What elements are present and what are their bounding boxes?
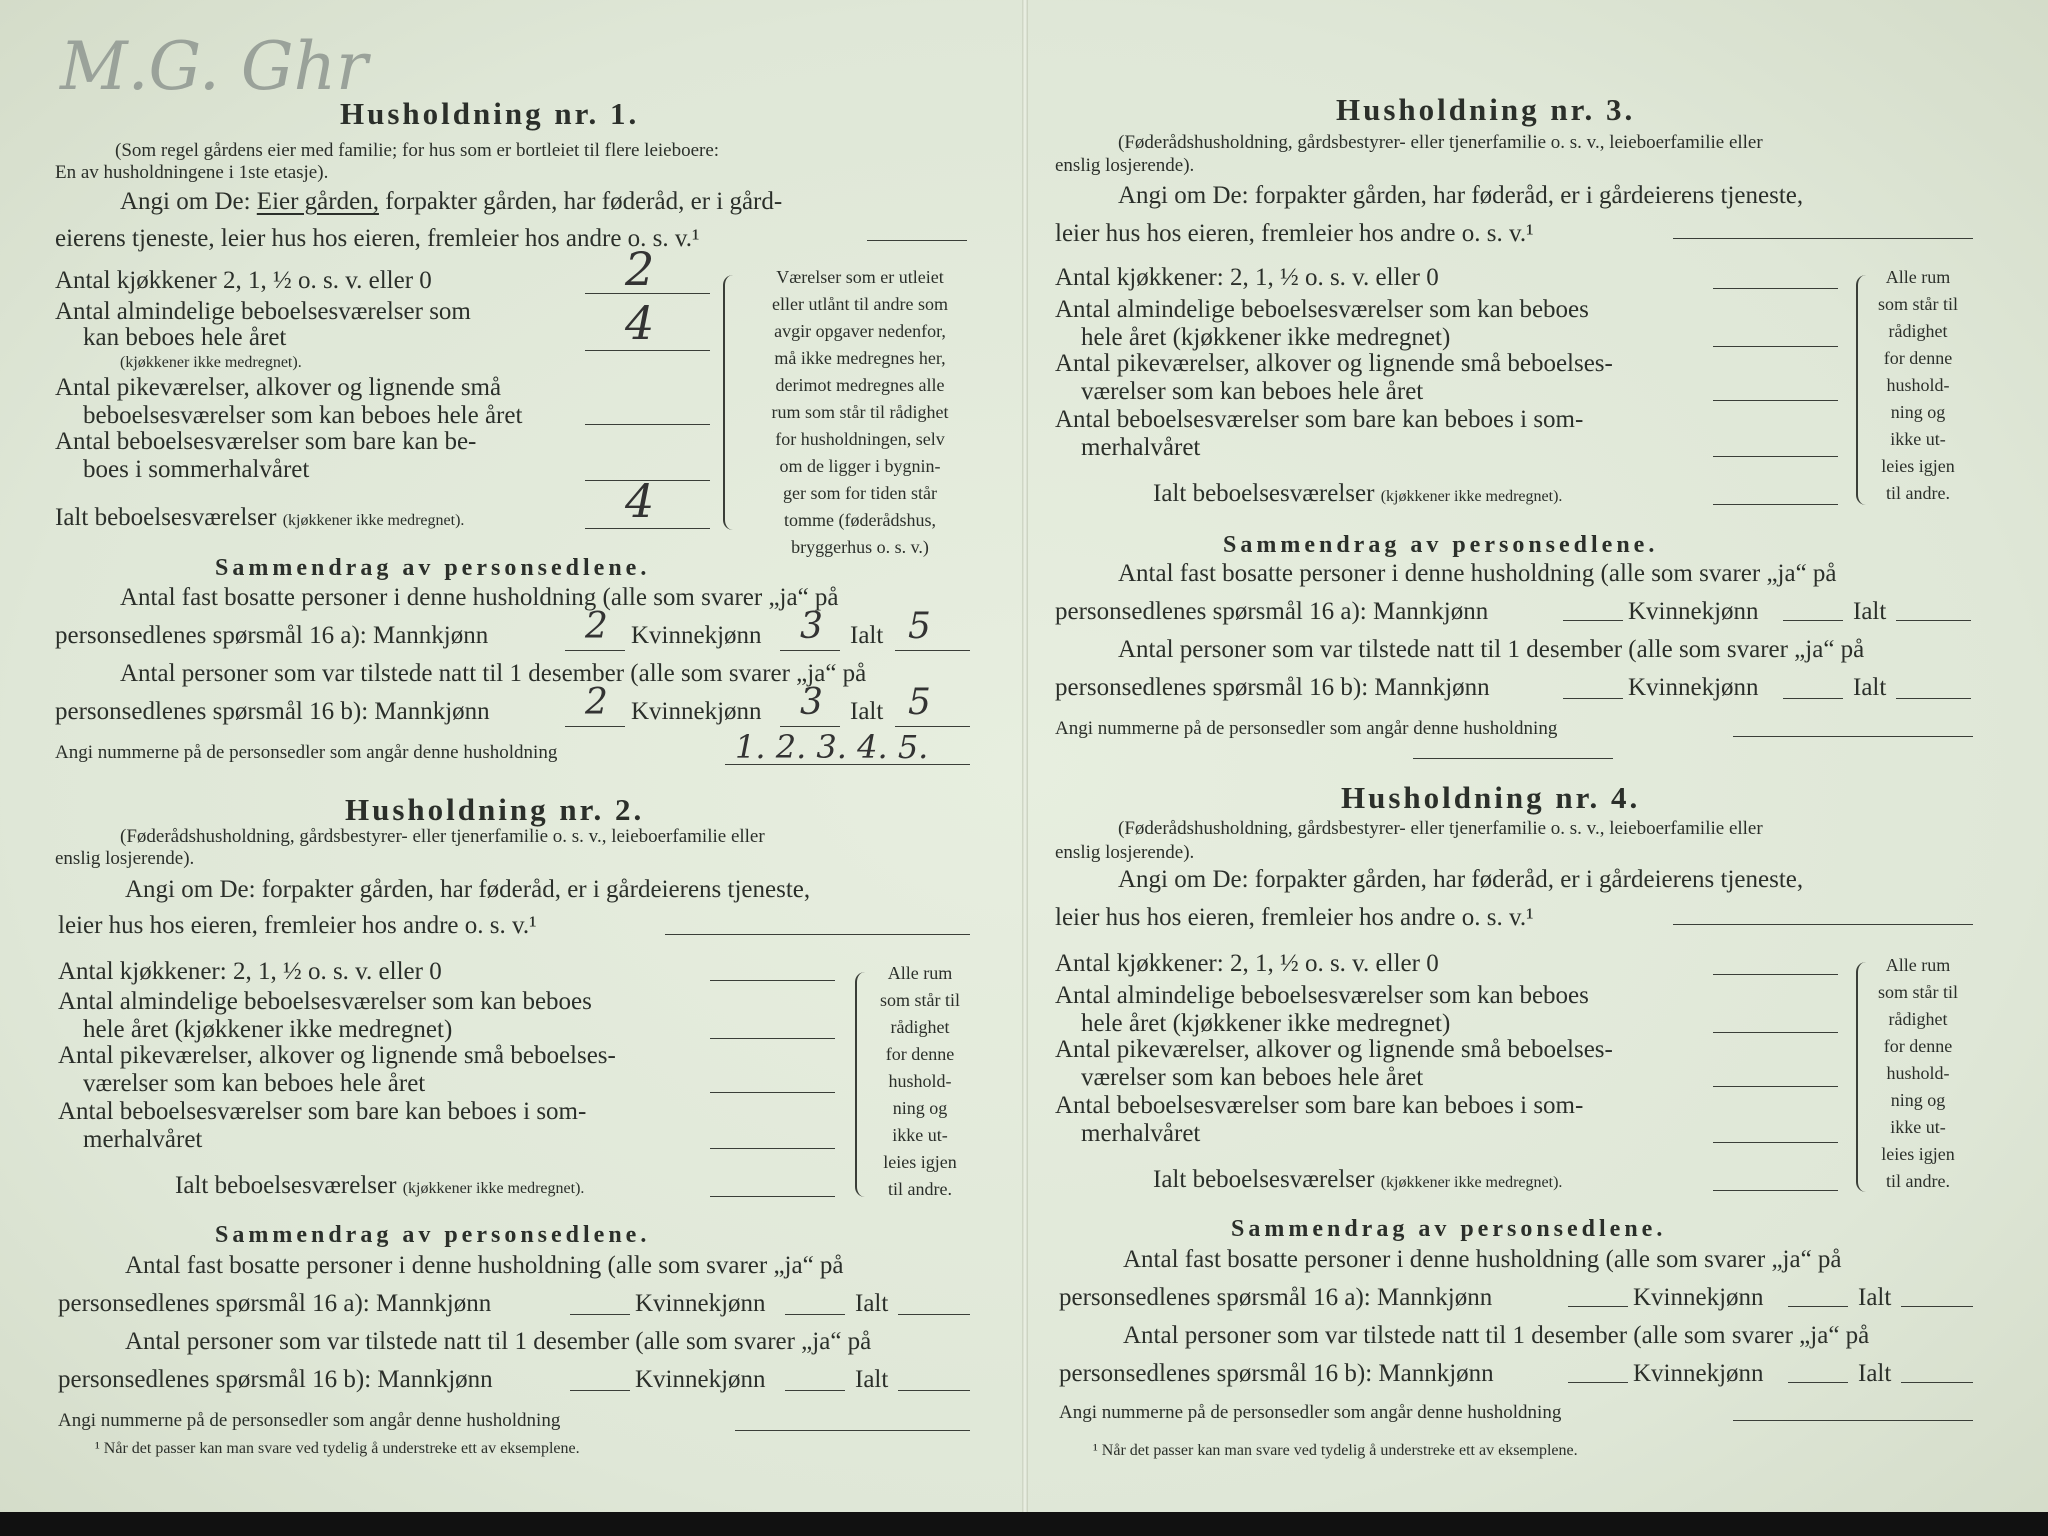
fast-mann-line	[565, 650, 625, 651]
alm-label-2: kan beboes hele året	[83, 324, 287, 351]
angi-rest-2: leier hus hos eieren, fremleier hos andre o. s. v.¹	[58, 912, 537, 939]
alm-note: (kjøkkener ikke medregnet).	[120, 354, 302, 371]
fast-label: Antal fast bosatte personer i denne husholdning (alle som svarer „ja“ på	[1118, 560, 1837, 587]
household-3-subtitle: (Føderådshusholdning, gårdsbestyrer- eller tjenerfamilie o. s. v., leieboerfamilie eller	[1118, 132, 1763, 153]
sommer-label: Antal beboelsesværelser som bare kan be-	[55, 428, 477, 455]
household-2-title: Husholdning nr. 2.	[345, 792, 645, 827]
ialt-label: Ialt beboelsesværelser	[1153, 1166, 1375, 1193]
fast-kvinne-label: Kvinnekjønn	[631, 622, 762, 649]
kjokkener-line	[1713, 288, 1838, 289]
sommer-label-2: boes i sommerhalvåret	[83, 456, 310, 483]
household-4-angi	[1118, 866, 1803, 894]
fast-mann-label: personsedlenes spørsmål 16 a): Mannkjønn	[1055, 598, 1489, 625]
tilstede-ialt-line	[898, 1390, 970, 1391]
alm-label: Antal almindelige beboelsesværelser som kan beboes	[1055, 982, 1589, 1009]
alm-label-2: hele året (kjøkkener ikke medregnet)	[1081, 1010, 1451, 1037]
household-3-angi	[1118, 182, 1803, 210]
fast-kvinne-label: Kvinnekjønn	[1633, 1284, 1764, 1311]
household-4-subtitle: (Føderådshusholdning, gårdsbestyrer- eller tjenerfamilie o. s. v., leieboerfamilie eller	[1118, 818, 1763, 839]
tilstede-kvinne-line	[1783, 698, 1843, 699]
household-3-subtitle-2: enslig losjerende).	[1055, 155, 1195, 176]
fast-ialt-label: Ialt	[1853, 598, 1887, 625]
kjokkener-line	[1713, 974, 1838, 975]
angi-rest-2: eierens tjeneste, leier hus hos eieren, fremleier hos andre o. s. v.¹	[55, 225, 700, 252]
ialt-row	[55, 504, 464, 532]
fast-ialt-line	[895, 650, 970, 651]
nummerne-label: Angi nummerne på de personsedler som angår denne husholdning	[55, 742, 558, 763]
alm-line	[1713, 346, 1838, 347]
tilstede-mann-label: personsedlenes spørsmål 16 b): Mannkjønn	[55, 698, 490, 725]
angi-label: Angi om De:	[1118, 866, 1249, 893]
answer-line	[1673, 924, 1973, 925]
nummerne-label: Angi nummerne på de personsedler som angår denne husholdning	[58, 1410, 561, 1431]
tilstede-mann-line	[565, 726, 625, 727]
fast-ialt-value: 5	[908, 606, 931, 647]
fast-mann-label: personsedlenes spørsmål 16 a): Mannkjønn	[55, 622, 489, 649]
ialt-row	[175, 1172, 584, 1200]
tilstede-ialt-line	[1896, 698, 1971, 699]
ialt-note: (kjøkkener ikke medregnet).	[1380, 488, 1563, 505]
fast-row	[55, 622, 488, 650]
household-4-subtitle-2: enslig losjerende).	[1055, 842, 1195, 863]
eier-underlined: Eier gården,	[256, 188, 379, 215]
rooms-note: Alle rum som står til rådighet for denne hushold- ning og ikke ut- leies igjen til andre.	[1878, 955, 1958, 1191]
fast-ialt-line	[1896, 620, 1971, 621]
tilstede-ialt-label: Ialt	[850, 698, 884, 725]
angi-rest: forpakter gården, har føderåd, er i gårdeierens tjeneste,	[1254, 866, 1804, 893]
tilstede-mann-line	[1568, 1382, 1628, 1383]
pike-label: Antal pikeværelser, alkover og lignende små	[55, 374, 502, 401]
tilstede-mann-value: 2	[585, 682, 608, 723]
fast-kvinne-line	[1783, 620, 1843, 621]
fast-label: Antal fast bosatte personer i denne husholdning (alle som svarer „ja“ på	[1123, 1246, 1842, 1273]
ialt-line	[1713, 504, 1838, 505]
sommer-label: Antal beboelsesværelser som bare kan beboes i som-	[1055, 1092, 1584, 1119]
angi-rest-2: leier hus hos eieren, fremleier hos andre o. s. v.¹	[1055, 220, 1534, 247]
fast-mann-line	[1563, 620, 1623, 621]
alm-line	[585, 350, 710, 351]
pike-line	[1713, 400, 1838, 401]
tilstede-ialt-line	[1901, 1382, 1973, 1383]
answer-line	[867, 240, 967, 241]
tilstede-ialt-label: Ialt	[1853, 674, 1887, 701]
rooms-note: Værelser som er utleiet eller utlånt til andre som avgir opgaver nedenfor, må ikke medregnes her, derimot medregnes alle rum som står til rådighet for husholdningen, selv om de ligger i bygnin- ger som for tiden står tomme (føderådshus, bryggerhus o. s. v.)	[771, 267, 949, 557]
sommer-line	[710, 1148, 835, 1149]
ialt-label: Ialt beboelsesværelser	[55, 504, 277, 531]
nummerne-line	[1733, 1420, 1973, 1421]
alm-line	[710, 1038, 835, 1039]
nummerne-line	[1733, 736, 1973, 737]
kjokkener-value: 2	[625, 242, 655, 296]
tilstede-label: Antal personer som var tilstede natt til 1 desember (alle som svarer „ja“ på	[125, 1328, 872, 1355]
tilstede-ialt-label: Ialt	[855, 1366, 889, 1393]
fast-mann-label: personsedlenes spørsmål 16 a): Mannkjønn	[58, 1290, 492, 1317]
angi-rest: forpakter gården, har føderåd, er i gårdeierens tjeneste,	[261, 876, 811, 903]
ialt-row	[1153, 1166, 1562, 1194]
alm-label: Antal almindelige beboelsesværelser som	[55, 298, 471, 325]
fast-label: Antal fast bosatte personer i denne husholdning (alle som svarer „ja“ på	[120, 584, 839, 611]
household-1-title: Husholdning nr. 1.	[340, 96, 640, 131]
ialt-line	[1713, 1190, 1838, 1191]
household-1-subtitle: (Som regel gårdens eier med familie; for hus som er bortleiet til flere leieboere:	[115, 140, 720, 161]
sommer-label-2: merhalvåret	[1081, 434, 1201, 461]
fast-mann-line	[1568, 1306, 1628, 1307]
alm-label-2: hele året (kjøkkener ikke medregnet)	[1081, 324, 1451, 351]
tilstede-mann-label: personsedlenes spørsmål 16 b): Mannkjønn	[1055, 674, 1490, 701]
scan-edge	[0, 1512, 2048, 1536]
page-fold	[1022, 0, 1028, 1536]
footnote: ¹ Når det passer kan man svare ved tydelig å understreke ett av eksemplene.	[1093, 1442, 1578, 1459]
ialt-line	[585, 528, 710, 529]
tilstede-mann-line	[570, 1390, 630, 1391]
fast-ialt-line	[1901, 1306, 1973, 1307]
alm-label-2: hele året (kjøkkener ikke medregnet)	[83, 1016, 453, 1043]
tilstede-kvinne-line	[785, 1390, 845, 1391]
tilstede-label: Antal personer som var tilstede natt til 1 desember (alle som svarer „ja“ på	[120, 660, 867, 687]
angi-label: Angi om De:	[1118, 182, 1249, 209]
fast-ialt-label: Ialt	[855, 1290, 889, 1317]
tilstede-kvinne-line	[1788, 1382, 1848, 1383]
household-4-title: Husholdning nr. 4.	[1341, 780, 1641, 815]
sommer-label: Antal beboelsesværelser som bare kan beboes i som-	[58, 1098, 587, 1125]
sommer-label-2: merhalvåret	[83, 1126, 203, 1153]
tilstede-label: Antal personer som var tilstede natt til 1 desember (alle som svarer „ja“ på	[1123, 1322, 1870, 1349]
household-2-subtitle: (Føderådshusholdning, gårdsbestyrer- eller tjenerfamilie o. s. v., leieboerfamilie eller	[120, 826, 765, 847]
pike-label-2: værelser som kan beboes hele året	[1081, 378, 1424, 405]
fast-kvinne-line	[780, 650, 840, 651]
tilstede-kvinne-label: Kvinnekjønn	[635, 1366, 766, 1393]
fast-label: Antal fast bosatte personer i denne husholdning (alle som svarer „ja“ på	[125, 1252, 844, 1279]
kjokkener-label: Antal kjøkkener: 2, 1, ½ o. s. v. eller 0	[1055, 950, 1439, 977]
alm-value: 4	[625, 296, 655, 350]
summary-heading: Sammendrag av personsedlene.	[1223, 532, 1659, 558]
summary-heading: Sammendrag av personsedlene.	[215, 555, 651, 581]
ialt-label: Ialt beboelsesværelser	[175, 1172, 397, 1199]
tilstede-mann-line	[1563, 698, 1623, 699]
alm-label: Antal almindelige beboelsesværelser som kan beboes	[58, 988, 592, 1015]
pike-label-2: værelser som kan beboes hele året	[83, 1070, 426, 1097]
tilstede-kvinne-label: Kvinnekjønn	[1628, 674, 1759, 701]
tilstede-kvinne-label: Kvinnekjønn	[631, 698, 762, 725]
angi-rest: forpakter gården, har føderåd, er i gårdeierens tjeneste,	[1254, 182, 1804, 209]
ialt-row	[1153, 480, 1562, 508]
tilstede-kvinne-line	[780, 726, 840, 727]
rooms-note: Alle rum som står til rådighet for denne hushold- ning og ikke ut- leies igjen til andre.	[1878, 267, 1958, 503]
fast-mann-line	[570, 1314, 630, 1315]
pike-line	[585, 424, 710, 425]
angi-label: Angi om De:	[120, 188, 251, 215]
pike-line	[710, 1092, 835, 1093]
fast-kvinne-label: Kvinnekjønn	[635, 1290, 766, 1317]
sommer-label-2: merhalvåret	[1081, 1120, 1201, 1147]
tilstede-mann-label: personsedlenes spørsmål 16 b): Mannkjønn	[58, 1366, 493, 1393]
household-2-subtitle-2: enslig losjerende).	[55, 848, 195, 869]
ialt-note: (kjøkkener ikke medregnet).	[1380, 1174, 1563, 1191]
pike-label: Antal pikeværelser, alkover og lignende små beboelses-	[1055, 1036, 1613, 1063]
ialt-note: (kjøkkener ikke medregnet).	[402, 1180, 585, 1197]
summary-heading: Sammendrag av personsedlene.	[1231, 1216, 1667, 1242]
nummerne-label: Angi nummerne på de personsedler som angår denne husholdning	[1059, 1402, 1562, 1423]
answer-line	[665, 934, 970, 935]
summary-heading: Sammendrag av personsedlene.	[215, 1222, 651, 1248]
rooms-note: Alle rum som står til rådighet for denne hushold- ning og ikke ut- leies igjen til andre.	[880, 963, 960, 1199]
fast-mann-value: 2	[585, 606, 608, 647]
fast-mann-label: personsedlenes spørsmål 16 a): Mannkjønn	[1059, 1284, 1493, 1311]
household-1-angi	[120, 188, 782, 216]
alm-label: Antal almindelige beboelsesværelser som kan beboes	[1055, 296, 1589, 323]
ialt-value: 4	[625, 474, 655, 528]
footnote: ¹ Når det passer kan man svare ved tydelig å understreke ett av eksemplene.	[95, 1440, 580, 1457]
pike-label: Antal pikeværelser, alkover og lignende små beboelses-	[58, 1042, 616, 1069]
ialt-line	[710, 1196, 835, 1197]
kjokkener-label: Antal kjøkkener: 2, 1, ½ o. s. v. eller 0	[1055, 264, 1439, 291]
fast-ialt-line	[898, 1314, 970, 1315]
alm-line	[1713, 1032, 1838, 1033]
tilstede-label: Antal personer som var tilstede natt til 1 desember (alle som svarer „ja“ på	[1118, 636, 1865, 663]
household-3-title: Husholdning nr. 3.	[1336, 92, 1636, 127]
nummerne-label: Angi nummerne på de personsedler som angår denne husholdning	[1055, 718, 1558, 739]
household-1-subtitle-2: En av husholdningene i 1ste etasje).	[55, 162, 329, 183]
kjokkener-label: Antal kjøkkener: 2, 1, ½ o. s. v. eller 0	[58, 958, 442, 985]
sommer-line	[1713, 1142, 1838, 1143]
fast-kvinne-line	[1788, 1306, 1848, 1307]
tilstede-mann-label: personsedlenes spørsmål 16 b): Mannkjønn	[1059, 1360, 1494, 1387]
nummerne-value: 1. 2. 3. 4. 5.	[735, 728, 929, 766]
kjokkener-line	[710, 980, 835, 981]
pike-line	[1713, 1086, 1838, 1087]
ialt-label: Ialt beboelsesværelser	[1153, 480, 1375, 507]
section-divider	[1413, 758, 1613, 759]
angi-label: Angi om De:	[125, 876, 256, 903]
pike-label-2: beboelsesværelser som kan beboes hele året	[83, 402, 523, 429]
tilstede-ialt-line	[895, 726, 970, 727]
pike-label-2: værelser som kan beboes hele året	[1081, 1064, 1424, 1091]
kjokkener-label: Antal kjøkkener 2, 1, ½ o. s. v. eller 0	[55, 267, 432, 294]
fast-kvinne-line	[785, 1314, 845, 1315]
tilstede-kvinne-value: 3	[800, 682, 823, 723]
fast-kvinne-label: Kvinnekjønn	[1628, 598, 1759, 625]
angi-rest-2: leier hus hos eieren, fremleier hos andre o. s. v.¹	[1055, 904, 1534, 931]
sommer-line	[1713, 456, 1838, 457]
fast-kvinne-value: 3	[800, 606, 823, 647]
nummerne-line	[725, 764, 970, 765]
nummerne-line	[735, 1430, 970, 1431]
handwritten-signature: M.G. Ghr	[60, 28, 368, 105]
ialt-note: (kjøkkener ikke medregnet).	[282, 512, 465, 529]
tilstede-ialt-label: Ialt	[1858, 1360, 1892, 1387]
answer-line	[1673, 238, 1973, 239]
tilstede-kvinne-label: Kvinnekjønn	[1633, 1360, 1764, 1387]
fast-ialt-label: Ialt	[1858, 1284, 1892, 1311]
household-2-angi	[125, 876, 810, 904]
angi-rest: forpakter gården, har føderåd, er i gård-	[385, 188, 783, 215]
fast-ialt-label: Ialt	[850, 622, 884, 649]
pike-label: Antal pikeværelser, alkover og lignende små beboelses-	[1055, 350, 1613, 377]
sommer-label: Antal beboelsesværelser som bare kan beboes i som-	[1055, 406, 1584, 433]
tilstede-ialt-value: 5	[908, 682, 931, 723]
